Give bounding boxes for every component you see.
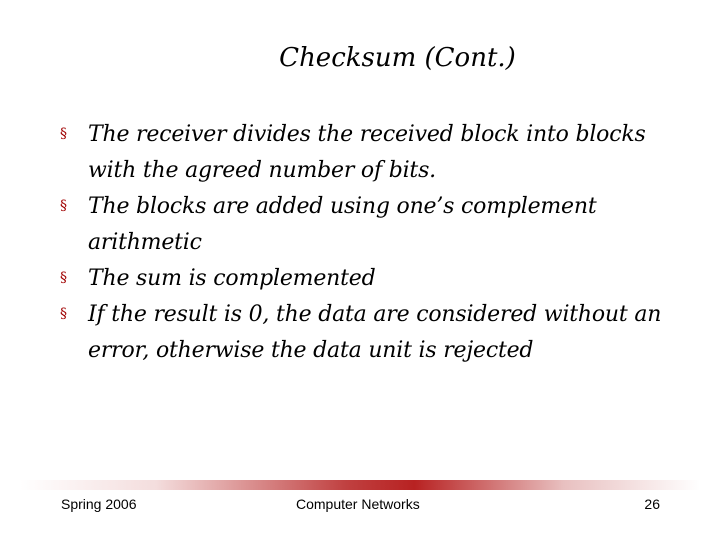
bullet-item bbox=[60, 189, 700, 261]
bullet-square-icon: § bbox=[60, 270, 67, 286]
bullet-square-icon: § bbox=[60, 306, 67, 322]
bullet-item bbox=[60, 261, 700, 297]
bullet-line: error, otherwise the data unit is rejected bbox=[88, 338, 534, 363]
bullet-line: The sum is complemented bbox=[88, 266, 376, 291]
bullet-square-icon: § bbox=[60, 126, 67, 142]
bullet-line: If the result is 0, the data are considered without an bbox=[88, 302, 662, 327]
bullet-line: with the agreed number of bits. bbox=[88, 158, 436, 183]
bullet-square-icon: § bbox=[60, 198, 67, 214]
footer-page-number: 26 bbox=[644, 496, 660, 512]
footer-date: Spring 2006 bbox=[61, 496, 137, 512]
bullet-line: The blocks are added using one’s complement bbox=[88, 194, 597, 219]
bullet-item bbox=[60, 117, 700, 189]
footer-course-title: Computer Networks bbox=[296, 496, 420, 512]
slide-title: Checksum (Cont.) bbox=[279, 43, 516, 73]
bullet-line: arithmetic bbox=[88, 230, 202, 255]
bullet-list bbox=[60, 117, 700, 369]
bullet-line: The receiver divides the received block into blocks bbox=[88, 122, 646, 147]
bullet-item bbox=[60, 297, 700, 369]
footer-divider bbox=[20, 480, 700, 490]
